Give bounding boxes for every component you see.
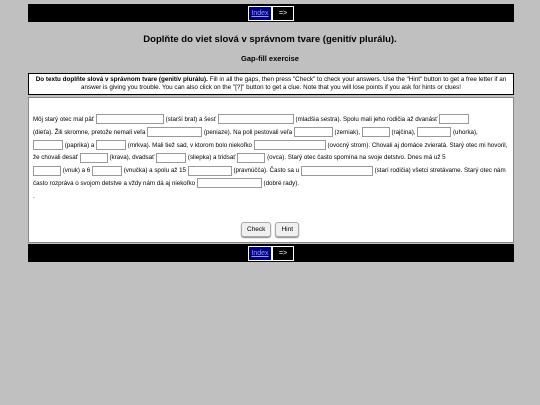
text-fragment: (zemiak), <box>334 128 360 136</box>
gap-input[interactable] <box>218 114 294 124</box>
hint-button[interactable]: Hint <box>275 222 299 237</box>
instructions-bold: Do textu doplňte slová v správnom tvare (genitív plurálu). <box>35 76 208 83</box>
gap-input[interactable] <box>301 166 373 176</box>
text-fragment: (vnuk) a 6 <box>62 167 91 175</box>
text-fragment: Môj starý otec mal päť <box>33 116 95 123</box>
instructions-text: Fill in all the gaps, then press "Check" to check your answers. Use the "Hint" button to get a free letter if an answer is giving you trouble. You can also click on the "[?]" button to get a clue. Note that you will lose points if you ask for hints or clues! <box>80 76 507 91</box>
check-button[interactable]: Check <box>241 222 271 237</box>
gap-input[interactable] <box>188 166 232 176</box>
text-fragment: (dieťa). Žili skromne, pretože nemali veľa <box>33 128 146 136</box>
text-fragment: (peniaze). Na poli pestovali veľa <box>203 128 293 136</box>
gap-input[interactable] <box>92 166 122 176</box>
next-button[interactable]: => <box>272 6 294 21</box>
text-fragment: . <box>33 192 35 200</box>
text-fragment: (uhorka), <box>453 128 478 136</box>
gap-input[interactable] <box>33 140 63 150</box>
text-fragment: (krava), dvadsať <box>109 154 155 162</box>
gap-input[interactable] <box>294 127 333 137</box>
text-fragment: (mladšia sestra). Spolu mali jeho rodičia až dvanásť <box>295 116 438 123</box>
gap-input[interactable] <box>80 153 108 163</box>
text-fragment: (vnučka) a spolu až 15 <box>123 167 186 175</box>
gap-input[interactable] <box>362 127 390 137</box>
next-button[interactable]: => <box>272 246 294 261</box>
bottom-nav-bar <box>28 244 514 262</box>
action-buttons <box>0 222 540 237</box>
text-fragment: (paprika) a <box>64 141 95 149</box>
gap-input[interactable] <box>417 127 451 137</box>
index-button[interactable]: Index <box>248 246 272 261</box>
text-fragment: (dobré rady). <box>263 179 299 187</box>
text-fragment: (rajčina), <box>391 128 416 136</box>
page-title: Doplňte do viet slová v správnom tvare (genitív plurálu). <box>143 34 397 45</box>
text-fragment: (ovocný strom). Chovali aj domáce zvieratá. Starý otec mi hovoril, že chovali desať <box>33 141 508 162</box>
index-button[interactable]: Index <box>248 6 272 21</box>
text-fragment: (sliepka) a tridsať <box>187 154 236 162</box>
gap-input[interactable] <box>96 140 126 150</box>
gap-input[interactable] <box>147 127 202 137</box>
gap-input[interactable] <box>96 114 164 124</box>
text-fragment: (starí rodičia) všetci stretávame. Starý otec nám často rozpráva o svojom detstve a vždy nám dá aj niekoľko <box>33 167 506 187</box>
gap-input[interactable] <box>197 178 262 188</box>
gap-input[interactable] <box>237 153 265 163</box>
text-fragment: (ovca). Starý otec často spomína na svoje detstvo. Dnes má už 5 <box>267 154 446 162</box>
instructions-box <box>28 73 514 95</box>
gap-input[interactable] <box>439 114 469 124</box>
text-fragment: (mrkva). Mali tiež sad, v ktorom bolo niekoľko <box>127 141 252 149</box>
gap-input[interactable] <box>254 140 326 150</box>
text-fragment: (starší brat) a šesť <box>165 116 217 123</box>
exercise-subtitle: Gap-fill exercise <box>241 54 299 63</box>
top-nav-bar <box>28 4 514 22</box>
gap-input[interactable] <box>33 166 61 176</box>
text-fragment: (pravnúčča). Často sa u <box>233 167 300 175</box>
gap-input[interactable] <box>156 153 186 163</box>
